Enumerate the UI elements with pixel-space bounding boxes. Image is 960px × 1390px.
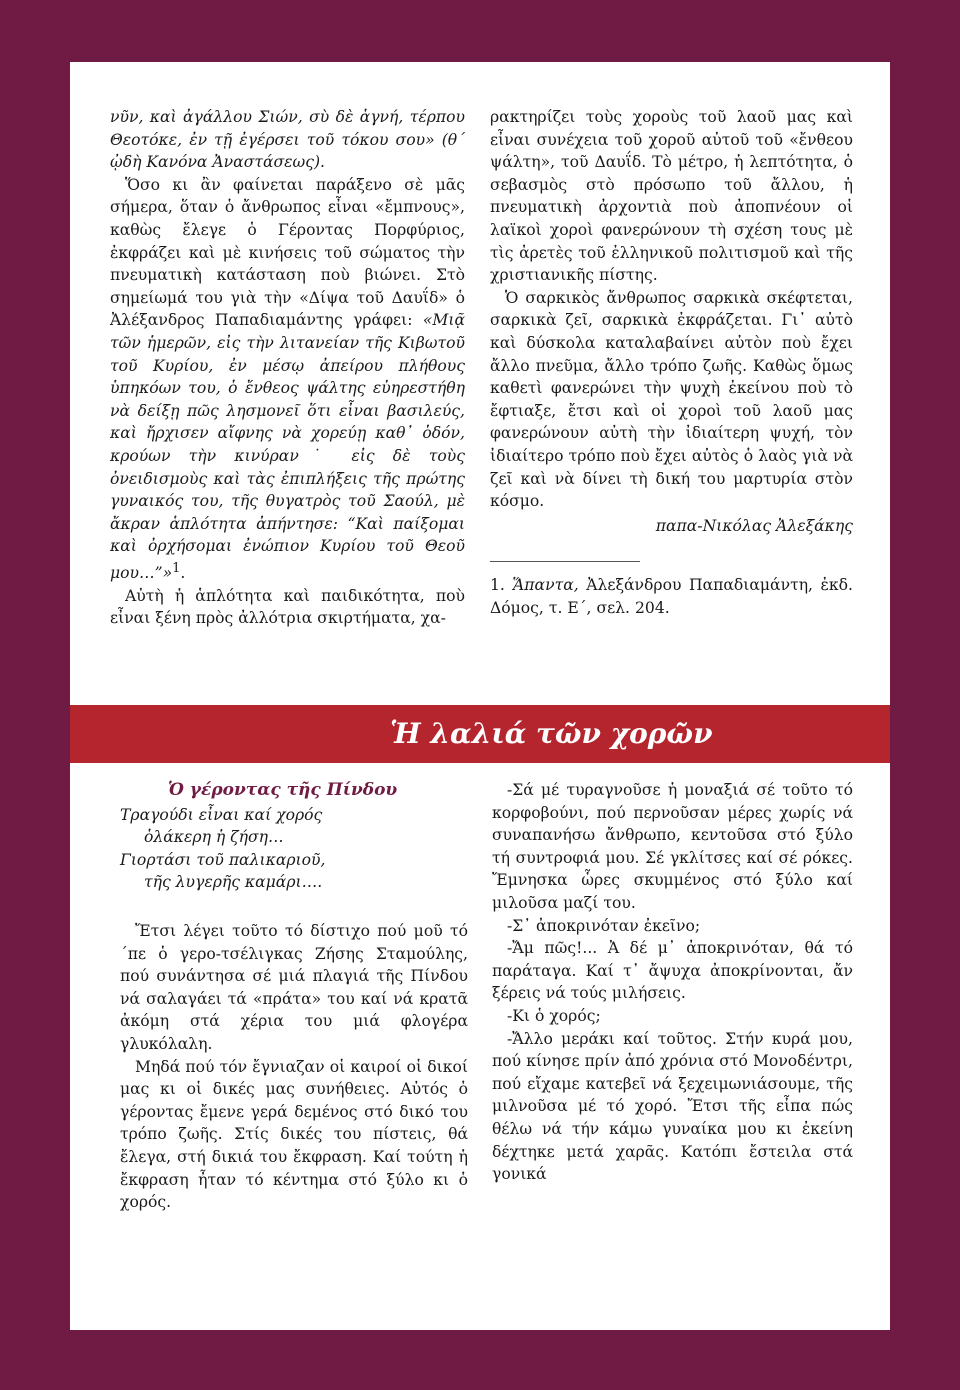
dialogue-line: -Σ᾽ ἀποκρινόταν ἐκεῖνο; — [507, 916, 701, 935]
footnote — [490, 574, 853, 619]
footnote-text: Ἀλεξάνδρου Παπαδιαμάντη, ἐκδ. Δόμος, τ. Ε΄, σελ. 204. — [490, 576, 853, 617]
paragraph-simplicity: Αὐτὴ ἡ ἁπλότητα καὶ παιδικότητα, ποὺ εἶναι ξένη πρὸς ἀλλότρια σκιρτήματα, χα- — [110, 586, 465, 628]
dialogue-line: -Κι ὁ χορός; — [507, 1006, 601, 1025]
dialogue-line: -Ἄμ πῶς!... Ἀ δέ μ᾽ ἀποκρινόταν, θά τό παράταγα. Καί τ᾽ ἄψυχα ἀποκρίνονται, ἄν ξέρεις νά τούς μιλήσεις. — [492, 939, 853, 1003]
page — [70, 62, 890, 1330]
column-bottom-left — [120, 779, 468, 1214]
column-bottom-right — [492, 779, 853, 1186]
paragraph-customs: Μηδά πού τόν ἔγνιαζαν οἱ καιροί οἱ δικοί μας κι οἱ δικές μας συνήθειες. Αὐτός ὁ γέροντας ἔμενε γερά δεμένος στό δικό του τρόπο ζωῆς. Στίς δικές του πίστεις, θά ἔλεγα, στή δικιά του ἔκφραση. Καί τούτη ἡ ἔκφραση ἦταν τό κέντημα στό ξύλο κι ὁ χορός. — [120, 1057, 468, 1212]
footnote-reference: 1 — [172, 560, 181, 576]
period: . — [180, 564, 186, 583]
poem-line: Τραγούδι εἶναι καί χορός — [120, 805, 323, 824]
poem-line: Γιορτάσι τοῦ παλικαριοῦ, — [120, 850, 326, 869]
paragraph-dances: ρακτηρίζει τοὺς χοροὺς τοῦ λαοῦ μας καὶ εἶναι συνέχεια τοῦ χοροῦ αὐτοῦ τοῦ «ἔνθεου ψάλτη», τοῦ Δαυΐδ. Τὸ μέτρο, ἡ λεπτότητα, ὁ σεβασμὸς στὸ πρόσωπο τοῦ ἄλλου, ἡ πνευματικὴ ἀρχοντιὰ ποὺ ἀποπνέουν οἱ λαϊκοὶ χοροὶ φανερώνουν τὴ σχέση τους μὲ τὶς ἀρετὲς τοῦ ἑλληνικοῦ πολιτισμοῦ καὶ τῆς χριστιανικῆς πίστης. — [490, 108, 853, 285]
footnote-divider — [490, 561, 640, 562]
footnote-number: 1. — [490, 576, 513, 595]
paragraph-hymn-quote: νῦν, καὶ ἀγάλλου Σιών, σὺ δὲ ἁγνή, τέρπου Θεοτόκε, ἐν τῇ ἐγέρσει τοῦ τόκου σου» (θ΄ ᾠδὴ Κανόνα Ἀναστάσεως). — [110, 108, 465, 172]
poem-line: ὁλάκερη ἡ ζήση… — [144, 828, 284, 847]
footnote-book-title: Ἅπαντα, — [512, 576, 579, 595]
dialogue-line: -Σά μέ τυραγνοῦσε ἡ μοναξιά σέ τοῦτο τό κορφοβούνι, πού περνοῦσαν μέρες χωρίς νά συναπανήσω ἄνθρωπο, κεντοῦσα στό ξύλο τή συντροφιά μου. Σέ γκλίτσες καί σέ ρόκες. Ἔμνησκα ὧρες σκυμμένος στό ξύλο καί μιλοῦσα μαζί του. — [492, 781, 853, 912]
quotation-david: «Μιᾷ τῶν ἡμερῶν, εἰς τὴν λιτανείαν τῆς Κιβωτοῦ τοῦ Κυρίου, ἐν μέσῳ ἀπείρου πλήθους ὑπηκόων του, ὁ ἔνθεος ψάλτης εὐηρεστήθη νὰ δείξῃ πῶς λησμονεῖ ὅτι εἶναι βασιλεύς, καὶ ἤρχισεν αἴφνης νὰ χορεύῃ καθ᾽ ὁδόν, κρούων τὴν κινύραν˙ εἰς δὲ τοὺς ὀνειδισμοὺς καὶ τὰς ἐπιπλήξεις τῆς πρώτης γυναικός του, τῆς θυγατρὸς τοῦ Σαούλ, μὲ ἄκραν ἁπλότητα ἀπήντησε: “Καὶ παίξομαι καὶ ὀρχήσομαι ἐνώπιον Κυρίου τοῦ Θεοῦ μου…”» — [110, 311, 465, 583]
dialogue-line: -Ἄλλο μεράκι καί τοῦτος. Στήν κυρά μου, πού κίνησε πρίν ἀπό χρόνια στό Μονοδέντρι, πού εἴχαμε κατεβεῖ νά ξεχειμωνιάσουμε, τῆς μιλνοῦσα μέ τό χορό. Ἔτσι τῆς εἶπα πώς θέλω νά τήν κάμω γυναίκα μου κι ἐκείνη δέχτηκε μετά χαρᾶς. Κατόπι ἔστειλα στά γονικά — [492, 1029, 853, 1184]
author-signature: παπα-Νικόλας Ἀλεξάκης — [655, 516, 853, 535]
section-banner — [70, 705, 890, 763]
poem-line: τῆς λυγερῆς καμάρι…. — [144, 873, 323, 892]
poem — [120, 804, 468, 894]
paragraph-carnal-man: Ὁ σαρκικὸς ἄνθρωπος σαρκικὰ σκέφτεται, σαρκικὰ ζεῖ, σαρκικὰ ἐκφράζεται. Γι᾽ αὐτὸ καὶ δύσκολα καταλαβαίνει αὐτὸν ποὺ ἔχει ἄλλο πνεῦμα, ἄλλο τρόπο ζωῆς. Καθὼς ὅμως καθετὶ φανερώνει τὴν ψυχὴ ἐκείνου ποὺ τὸ ἔφτιαξε, ἔτσι καὶ οἱ χοροὶ τοῦ λαοῦ μας φανερώνουν αὐτὴ τὴν ἰδιαίτερη ψυχή, τὸν ἰδιαίτερο τρόπο ποὺ ἔχει αὐτὸς ὁ λαὸς γιὰ νὰ ζεῖ καὶ νὰ δίνει τὴ δική του μαρτυρία στὸν κόσμο. — [490, 288, 853, 511]
poem-title: Ὁ γέροντας τῆς Πίνδου — [168, 780, 398, 800]
section-title: Ἡ λαλιά τῶν χορῶν — [390, 717, 713, 750]
paragraph-papadiamantis — [110, 174, 465, 585]
paragraph-shepherd: Ἔτσι λέγει τοῦτο τό δίστιχο πού μοῦ τό ΄πε ὁ γερο-τσέλιγκας Ζήσης Σταμούλης, πού συνάντησα σέ μιά πλαγιά τῆς Πίνδου νά σαλαγάει τά «πράτα» του καί νά κρατᾶ ἀκόμη στά χέρια του μιά φλογέρα γλυκόλαλη. — [120, 921, 468, 1053]
paragraph-text: Ὅσο κι ἂν φαίνεται παράξενο σὲ μᾶς σήμερα, ὅταν ὁ ἄνθρωπος εἶναι «ἔμπνους», καθὼς ἔλεγε ὁ Γέροντας Πορφύριος, ἐκφράζει καὶ μὲ κινήσεις τοῦ σώματος τὴν πνευματικὴ κατάσταση ποὺ βιώνει. Στὸ σημείωμά του γιὰ τὴν «Δίψα τοῦ Δαυΐδ» ὁ Ἀλέξανδρος Παπαδιαμάντης γράφει: — [110, 175, 465, 330]
spacer — [120, 894, 468, 920]
column-top-left — [110, 106, 465, 630]
column-top-right — [490, 106, 853, 619]
